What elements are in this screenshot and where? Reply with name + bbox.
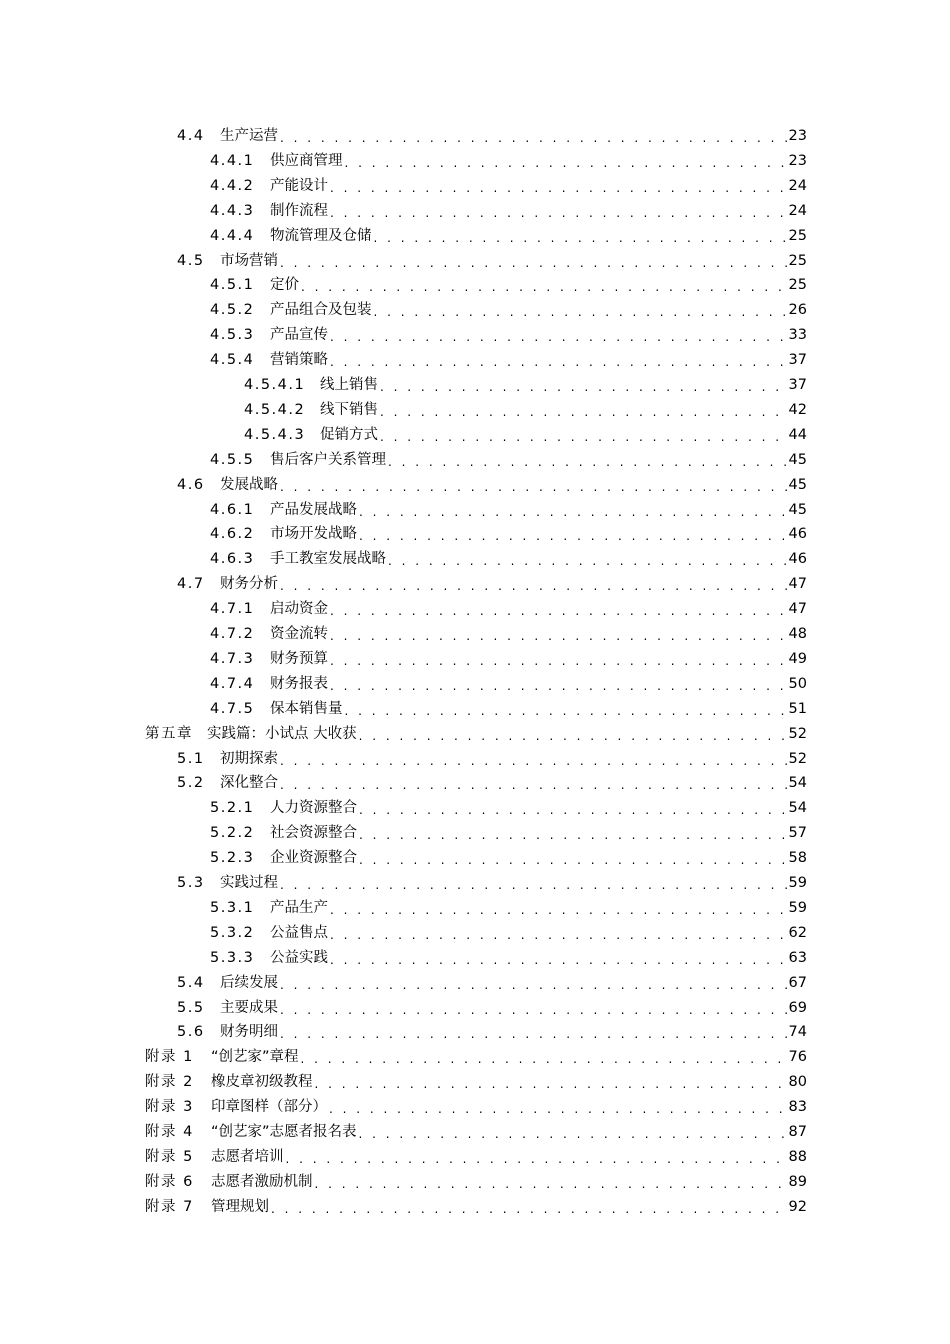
toc-dot-leader bbox=[345, 701, 787, 721]
toc-entry-page: 25 bbox=[788, 252, 807, 269]
toc-dot-leader bbox=[330, 925, 787, 945]
toc-entry-page: 92 bbox=[788, 1198, 807, 1215]
toc-entry-page: 45 bbox=[788, 476, 807, 493]
toc-entry-page: 62 bbox=[788, 924, 807, 941]
toc-entry[interactable] bbox=[210, 846, 807, 870]
toc-dot-leader bbox=[380, 402, 787, 422]
toc-entry-number: 4.5.4.2 bbox=[244, 401, 306, 418]
toc-entry[interactable] bbox=[210, 448, 807, 472]
toc-dot-leader bbox=[280, 975, 787, 995]
toc-entry-page: 88 bbox=[788, 1148, 807, 1165]
toc-dot-leader bbox=[280, 751, 787, 771]
toc-entry-title: 生产运营 bbox=[220, 128, 278, 144]
toc-entry-page: 25 bbox=[788, 277, 807, 294]
toc-entry-title: “创艺家”章程 bbox=[211, 1049, 299, 1066]
toc-entry-number: 4.5.4 bbox=[210, 352, 255, 369]
toc-entry-title: 印章图样（部分） bbox=[211, 1099, 327, 1116]
toc-entry-title: 财务报表 bbox=[270, 675, 328, 692]
toc-entry-page: 63 bbox=[788, 949, 807, 966]
toc-entry-page: 83 bbox=[788, 1099, 807, 1116]
toc-entry-title: 主要成果 bbox=[220, 999, 278, 1016]
toc-entry-title: 产能设计 bbox=[270, 177, 328, 194]
toc-dot-leader bbox=[330, 651, 787, 671]
toc-entry-number: 4.7 bbox=[177, 576, 205, 593]
toc-entry-title: 营销策略 bbox=[270, 352, 328, 369]
toc-entry-page: 37 bbox=[788, 352, 807, 369]
toc-dot-leader bbox=[315, 1074, 787, 1094]
toc-entry-number: 附录 4 bbox=[145, 1124, 194, 1140]
toc-entry-number: 4.6 bbox=[177, 476, 205, 493]
toc-entry-number: 5.6 bbox=[177, 1024, 205, 1041]
toc-dot-leader bbox=[280, 477, 787, 497]
toc-entry-number: 5.2.1 bbox=[210, 800, 255, 817]
toc-dot-leader bbox=[388, 452, 787, 472]
toc-entry[interactable] bbox=[210, 273, 807, 297]
toc-entry-title: 后续发展 bbox=[220, 974, 278, 991]
toc-dot-leader bbox=[330, 327, 787, 347]
toc-entry-title: 志愿者激励机制 bbox=[211, 1173, 313, 1190]
toc-entry-title: 供应商管理 bbox=[270, 152, 343, 169]
toc-entry[interactable] bbox=[177, 996, 807, 1020]
toc-entry-number: 4.6.3 bbox=[210, 551, 255, 568]
toc-entry[interactable] bbox=[210, 796, 807, 820]
toc-entry-page: 54 bbox=[788, 800, 807, 817]
toc-entry-title: 物流管理及仓储 bbox=[270, 227, 372, 244]
toc-entry-page: 67 bbox=[788, 974, 807, 991]
toc-entry[interactable] bbox=[210, 149, 807, 173]
toc-entry-page: 52 bbox=[788, 725, 807, 742]
toc-dot-leader bbox=[280, 128, 787, 148]
toc-dot-leader bbox=[271, 1199, 787, 1219]
toc-entry-title: 发展战略 bbox=[220, 476, 278, 493]
toc-entry-page: 48 bbox=[788, 626, 807, 642]
toc-entry-page: 24 bbox=[788, 202, 807, 219]
toc-entry[interactable] bbox=[177, 249, 807, 273]
toc-entry-page: 51 bbox=[788, 700, 807, 717]
toc-entry-title: 志愿者培训 bbox=[211, 1148, 284, 1165]
toc-entry[interactable] bbox=[210, 821, 807, 845]
toc-entry-number: 4.7.3 bbox=[210, 650, 255, 667]
toc-entry-title: 企业资源整合 bbox=[270, 850, 357, 867]
toc-dot-leader bbox=[301, 277, 787, 297]
toc-entry[interactable] bbox=[210, 323, 807, 347]
toc-entry[interactable] bbox=[210, 498, 807, 522]
toc-dot-leader bbox=[330, 626, 787, 646]
toc-entry-number: 5.3.3 bbox=[210, 949, 255, 966]
toc-entry-number: 4.7.2 bbox=[210, 626, 255, 642]
toc-entry-number: 4.5.1 bbox=[210, 277, 255, 294]
toc-entry-page: 46 bbox=[788, 526, 807, 543]
toc-entry-number: 4.5.5 bbox=[210, 451, 255, 468]
toc-dot-leader bbox=[380, 377, 787, 397]
toc-entry[interactable] bbox=[210, 597, 807, 621]
toc-entry-title: 财务预算 bbox=[270, 650, 328, 667]
toc-dot-leader bbox=[280, 775, 787, 795]
toc-entry[interactable] bbox=[145, 1070, 807, 1094]
toc-entry-page: 69 bbox=[788, 999, 807, 1016]
toc-entry-title: 启动资金 bbox=[270, 601, 328, 618]
toc-entry-title: 市场营销 bbox=[220, 252, 278, 269]
toc-entry[interactable] bbox=[145, 1095, 807, 1119]
toc-entry-number: 5.3 bbox=[177, 875, 205, 891]
toc-entry-page: 59 bbox=[788, 875, 807, 891]
toc-dot-leader bbox=[359, 1124, 787, 1144]
toc-entry-number: 4.7.5 bbox=[210, 700, 255, 717]
toc-dot-leader bbox=[280, 1024, 787, 1044]
toc-entry-title: 财务明细 bbox=[220, 1024, 278, 1041]
toc-entry-number: 附录 2 bbox=[145, 1074, 194, 1091]
toc-entry[interactable] bbox=[145, 1145, 807, 1169]
toc-entry[interactable] bbox=[210, 174, 807, 198]
toc-entry-number: 附录 6 bbox=[145, 1173, 194, 1190]
toc-dot-leader bbox=[330, 601, 787, 621]
toc-dot-leader bbox=[359, 850, 787, 870]
toc-entry[interactable] bbox=[244, 423, 807, 447]
toc-entry-page: 52 bbox=[788, 750, 807, 767]
toc-entry[interactable] bbox=[145, 1045, 807, 1069]
toc-entry-title: 社会资源整合 bbox=[270, 825, 357, 842]
toc-entry-number: 5.1 bbox=[177, 750, 205, 767]
toc-entry-page: 23 bbox=[788, 152, 807, 169]
toc-entry[interactable] bbox=[210, 547, 807, 571]
toc-entry[interactable] bbox=[177, 971, 807, 995]
toc-entry-number: 5.3.1 bbox=[210, 899, 255, 916]
toc-entry[interactable] bbox=[210, 647, 807, 671]
toc-dot-leader bbox=[330, 178, 787, 198]
toc-entry-number: 4.5 bbox=[177, 252, 205, 269]
toc-entry[interactable] bbox=[177, 572, 807, 596]
toc-entry-number: 4.4.2 bbox=[210, 177, 255, 194]
toc-entry-page: 47 bbox=[788, 576, 807, 593]
toc-entry[interactable] bbox=[177, 1020, 807, 1044]
toc-entry-number: 5.5 bbox=[177, 999, 205, 1016]
toc-dot-leader bbox=[330, 950, 787, 970]
toc-entry-title: 手工教室发展战略 bbox=[270, 551, 386, 568]
toc-entry-page: 26 bbox=[788, 302, 807, 319]
toc-entry[interactable] bbox=[177, 124, 807, 148]
toc-dot-leader bbox=[359, 825, 787, 845]
toc-entry-number: 4.5.3 bbox=[210, 327, 255, 344]
toc-dot-leader bbox=[359, 526, 787, 546]
toc-entry-number: 第五章 bbox=[145, 725, 193, 742]
toc-entry-number: 5.2 bbox=[177, 775, 205, 792]
toc-entry-page: 59 bbox=[788, 899, 807, 916]
toc-entry-number: 5.4 bbox=[177, 974, 205, 991]
toc-entry[interactable] bbox=[210, 348, 807, 372]
toc-entry-title: 售后客户关系管理 bbox=[270, 451, 386, 468]
toc-entry-page: 37 bbox=[788, 377, 807, 393]
toc-entry-title: 财务分析 bbox=[220, 576, 278, 593]
toc-entry-title: 人力资源整合 bbox=[270, 800, 357, 817]
toc-entry-title: 初期探索 bbox=[220, 750, 278, 767]
toc-entry[interactable] bbox=[210, 921, 807, 945]
toc-entry-number: 4.4.3 bbox=[210, 202, 255, 219]
toc-entry-title: 保本销售量 bbox=[270, 700, 343, 717]
toc-entry-number: 附录 7 bbox=[145, 1198, 194, 1215]
toc-entry-title: 制作流程 bbox=[270, 202, 328, 219]
toc-entry[interactable] bbox=[210, 946, 807, 970]
toc-entry[interactable] bbox=[210, 622, 807, 646]
toc-entry-title: 线下销售 bbox=[320, 401, 378, 418]
toc-entry-title: 公益实践 bbox=[270, 949, 328, 966]
toc-dot-leader bbox=[359, 502, 787, 522]
toc-dot-leader bbox=[301, 1049, 787, 1069]
toc-entry-page: 58 bbox=[788, 850, 807, 867]
toc-entry-page: 45 bbox=[788, 451, 807, 468]
toc-entry-number: 4.6.1 bbox=[210, 501, 255, 518]
toc-entry[interactable] bbox=[145, 722, 807, 746]
toc-dot-leader bbox=[280, 253, 787, 273]
toc-entry-number: 4.4.4 bbox=[210, 227, 255, 244]
toc-entry-number: 5.2.2 bbox=[210, 825, 255, 842]
toc-entry-page: 24 bbox=[788, 177, 807, 194]
toc-entry[interactable] bbox=[145, 1170, 807, 1194]
toc-entry-page: 89 bbox=[788, 1173, 807, 1190]
toc-entry-title: 定价 bbox=[270, 277, 299, 294]
toc-entry-title: 公益售点 bbox=[270, 924, 328, 941]
toc-entry-title: “创艺家”志愿者报名表 bbox=[211, 1124, 357, 1140]
toc-entry-title: 产品发展战略 bbox=[270, 501, 357, 518]
toc-entry-page: 76 bbox=[788, 1049, 807, 1066]
toc-dot-leader bbox=[330, 352, 787, 372]
toc-dot-leader bbox=[380, 427, 787, 447]
toc-entry-number: 4.4.1 bbox=[210, 152, 255, 169]
toc-dot-leader bbox=[286, 1149, 787, 1169]
toc-entry[interactable] bbox=[210, 672, 807, 696]
toc-entry-number: 4.7.4 bbox=[210, 675, 255, 692]
toc-entry-page: 46 bbox=[788, 551, 807, 568]
toc-entry-number: 4.5.2 bbox=[210, 302, 255, 319]
toc-entry-number: 5.2.3 bbox=[210, 850, 255, 867]
toc-entry-page: 44 bbox=[788, 426, 807, 443]
toc-entry-title: 线上销售 bbox=[320, 377, 378, 393]
toc-entry-page: 42 bbox=[788, 401, 807, 418]
toc-entry[interactable] bbox=[177, 747, 807, 771]
toc-entry-page: 49 bbox=[788, 650, 807, 667]
toc-entry[interactable] bbox=[177, 871, 807, 895]
toc-entry-title: 实践篇：小试点 大收获 bbox=[207, 725, 357, 742]
toc-entry[interactable] bbox=[210, 697, 807, 721]
toc-dot-leader bbox=[359, 726, 787, 746]
toc-dot-leader bbox=[374, 228, 787, 248]
toc-dot-leader bbox=[345, 153, 787, 173]
toc-entry-page: 57 bbox=[788, 825, 807, 842]
toc-dot-leader bbox=[330, 203, 787, 223]
toc-entry-number: 4.7.1 bbox=[210, 601, 255, 618]
toc-entry-page: 54 bbox=[788, 775, 807, 792]
toc-entry-title: 促销方式 bbox=[320, 426, 378, 443]
toc-entry[interactable] bbox=[177, 473, 807, 497]
toc-entry[interactable] bbox=[210, 224, 807, 248]
toc-entry-number: 4.4 bbox=[177, 128, 205, 144]
toc-entry-title: 市场开发战略 bbox=[270, 526, 357, 543]
toc-entry-title: 橡皮章初级教程 bbox=[211, 1074, 313, 1091]
toc-entry-page: 25 bbox=[788, 227, 807, 244]
toc-entry[interactable] bbox=[244, 373, 807, 397]
toc-dot-leader bbox=[330, 676, 787, 696]
toc-entry[interactable] bbox=[244, 398, 807, 422]
toc-entry-page: 23 bbox=[788, 128, 807, 144]
toc-dot-leader bbox=[280, 875, 787, 895]
toc-entry-number: 4.5.4.1 bbox=[244, 377, 306, 393]
toc-dot-leader bbox=[315, 1174, 787, 1194]
toc-entry[interactable] bbox=[210, 199, 807, 223]
toc-dot-leader bbox=[330, 900, 787, 920]
toc-entry-page: 47 bbox=[788, 601, 807, 618]
toc-entry-number: 4.6.2 bbox=[210, 526, 255, 543]
toc-entry[interactable] bbox=[210, 896, 807, 920]
toc-entry[interactable] bbox=[145, 1195, 807, 1219]
toc-entry-number: 4.5.4.3 bbox=[244, 426, 306, 443]
toc-dot-leader bbox=[374, 302, 787, 322]
toc-entry-number: 附录 1 bbox=[145, 1049, 194, 1066]
toc-entry-page: 33 bbox=[788, 327, 807, 344]
toc-dot-leader bbox=[280, 576, 787, 596]
toc-entry-page: 50 bbox=[788, 675, 807, 692]
toc-entry-title: 深化整合 bbox=[220, 775, 278, 792]
toc-entry-number: 附录 3 bbox=[145, 1099, 194, 1116]
toc-dot-leader bbox=[329, 1099, 787, 1119]
toc-entry-page: 80 bbox=[788, 1074, 807, 1091]
toc-dot-leader bbox=[280, 1000, 787, 1020]
toc-dot-leader bbox=[388, 551, 787, 571]
toc-entry-title: 实践过程 bbox=[220, 875, 278, 891]
toc-entry-title: 资金流转 bbox=[270, 626, 328, 642]
toc-entry-title: 产品生产 bbox=[270, 899, 328, 916]
toc-entry-title: 管理规划 bbox=[211, 1198, 269, 1215]
toc-entry-title: 产品宣传 bbox=[270, 327, 328, 344]
toc-entry-number: 附录 5 bbox=[145, 1148, 194, 1165]
toc-entry-number: 5.3.2 bbox=[210, 924, 255, 941]
toc-entry[interactable] bbox=[177, 771, 807, 795]
toc-entry[interactable] bbox=[145, 1120, 807, 1144]
toc-entry-page: 74 bbox=[788, 1024, 807, 1041]
toc-entry-page: 45 bbox=[788, 501, 807, 518]
toc-entry-page: 87 bbox=[788, 1124, 807, 1140]
toc-dot-leader bbox=[359, 800, 787, 820]
toc-entry[interactable] bbox=[210, 522, 807, 546]
toc-entry[interactable] bbox=[210, 298, 807, 322]
toc-entry-title: 产品组合及包装 bbox=[270, 302, 372, 319]
